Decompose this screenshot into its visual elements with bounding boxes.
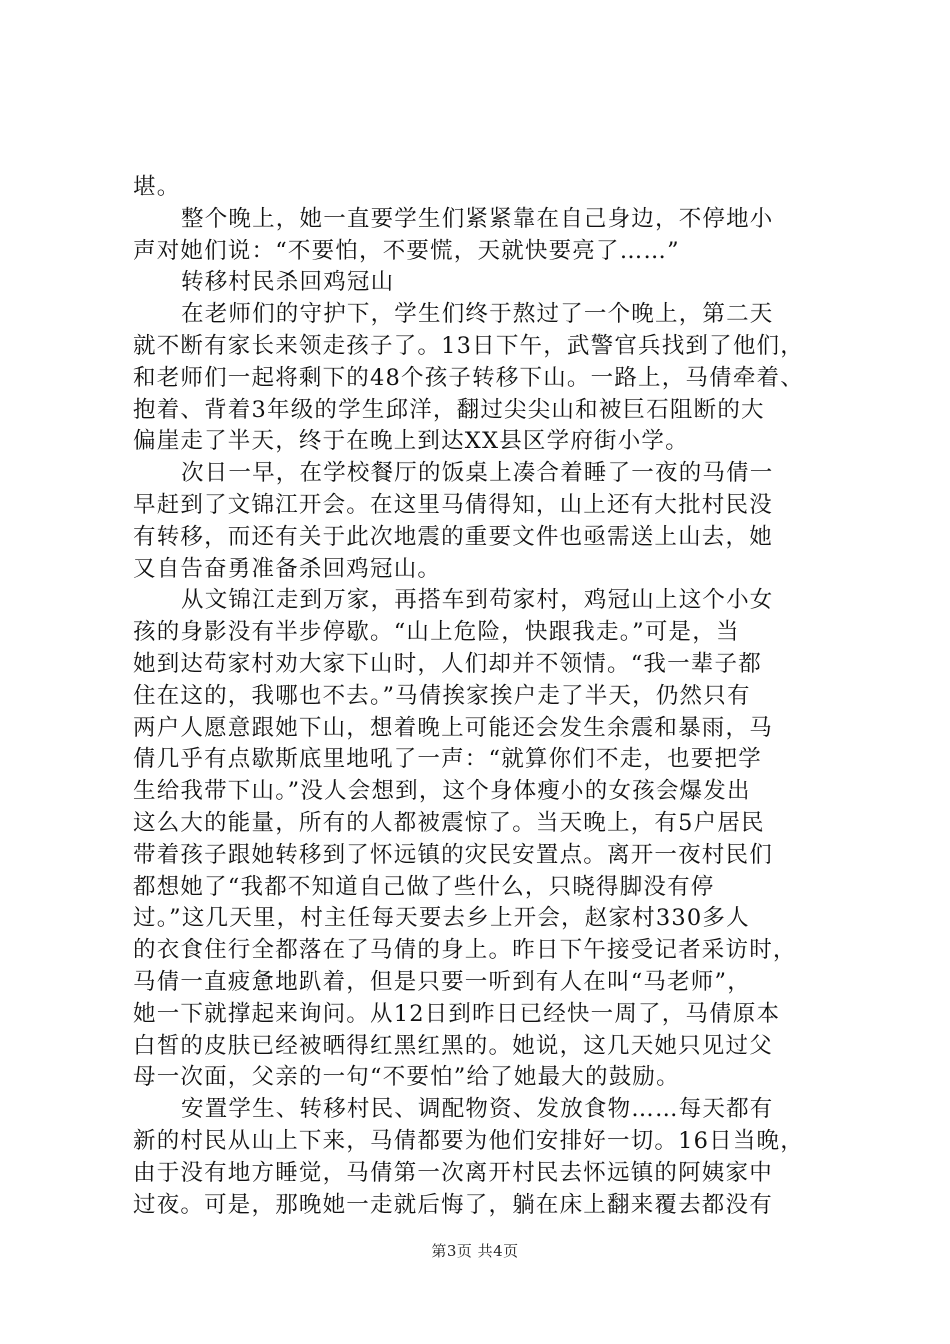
text-line: 整个晚上，她一直要学生们紧紧靠在自己身边，不停地小: [181, 205, 774, 232]
text-line: 都想她了“我都不知道自己做了些什么，只晓得脚没有停: [133, 873, 715, 900]
text-line: 有转移，而还有关于此次地震的重要文件也亟需送上山去，她: [133, 523, 773, 550]
text-line: 转移村民杀回鸡冠山: [181, 269, 395, 296]
text-line: 在老师们的守护下，学生们终于熬过了一个晚上，第二天: [181, 301, 774, 328]
text-line: 白皙的皮肤已经被晒得红黑红黑的。她说，这几天她只见过父: [133, 1032, 773, 1059]
text-line: 由于没有地方睡觉，马倩第一次离开村民去怀远镇的阿姨家中: [133, 1159, 773, 1186]
text-line: 她一下就撑起来询问。从12日到昨日已经快一周了，马倩原本: [133, 1000, 781, 1027]
document-body: [133, 172, 833, 1221]
text-line: 母一次面，父亲的一句“不要怕”给了她最大的鼓励。: [133, 1064, 680, 1091]
text-line: 和老师们一起将剩下的48个孩子转移下山。一路上，马倩牵着、: [133, 364, 804, 391]
text-line: 早赶到了文锦江开会。在这里马倩得知，山上还有大批村民没: [133, 491, 773, 518]
text-line: 生给我带下山。”没人会想到，这个身体瘦小的女孩会爆发出: [133, 778, 751, 805]
text-line: 从文锦江走到万家，再搭车到苟家村，鸡冠山上这个小女: [181, 587, 774, 614]
text-line: 就不断有家长来领走孩子了。13日下午，武警官兵找到了他们，: [133, 332, 804, 359]
text-line: 又自告奋勇准备杀回鸡冠山。: [133, 555, 442, 582]
text-line: 孩的身影没有半步停歇。“山上危险，快跟我走。”可是，当: [133, 619, 740, 646]
page-number-footer: 第3页 共4页: [431, 1242, 519, 1260]
text-line: 这么大的能量，所有的人都被震惊了。当天晚上，有5户居民: [133, 809, 765, 836]
text-line: 过夜。可是，那晚她一走就后悔了，躺在床上翻来覆去都没有: [133, 1191, 773, 1218]
text-line: 带着孩子跟她转移到了怀远镇的灾民安置点。离开一夜村民们: [133, 841, 773, 868]
text-line: 新的村民从山上下来，马倩都要为他们安排好一切。16日当晚，: [133, 1127, 804, 1154]
text-line: 倩几乎有点歇斯底里地吼了一声：“就算你们不走，也要把学: [133, 746, 762, 773]
text-line: 抱着、背着3年级的学生邱洋，翻过尖尖山和被巨石阻断的大: [133, 396, 765, 423]
text-line: 两户人愿意跟她下山，想着晚上可能还会发生余震和暴雨，马: [133, 714, 773, 741]
text-line: 偏崖走了半天，终于在晚上到达XX县区学府街小学。: [133, 428, 689, 455]
text-line: 过。”这几天里，村主任每天要去乡上开会，赵家村330多人: [133, 905, 750, 932]
text-line: 安置学生、转移村民、调配物资、发放食物……每天都有: [181, 1096, 774, 1123]
text-line: 声对她们说：“不要怕，不要慌，天就快要亮了……”: [133, 237, 680, 264]
text-line: 次日一早，在学校餐厅的饭桌上凑合着睡了一夜的马倩一: [181, 460, 774, 487]
text-line: 住在这的，我哪也不去。”马倩挨家挨户走了半天，仍然只有: [133, 682, 751, 709]
text-line: 马倩一直疲惫地趴着，但是只要一听到有人在叫“马老师”，: [133, 968, 751, 995]
text-line: 的衣食住行全都落在了马倩的身上。昨日下午接受记者采访时，: [133, 937, 797, 964]
text-line: 她到达苟家村劝大家下山时，人们却并不领情。“我一辈子都: [133, 650, 762, 677]
text-line: 堪。: [133, 174, 181, 200]
